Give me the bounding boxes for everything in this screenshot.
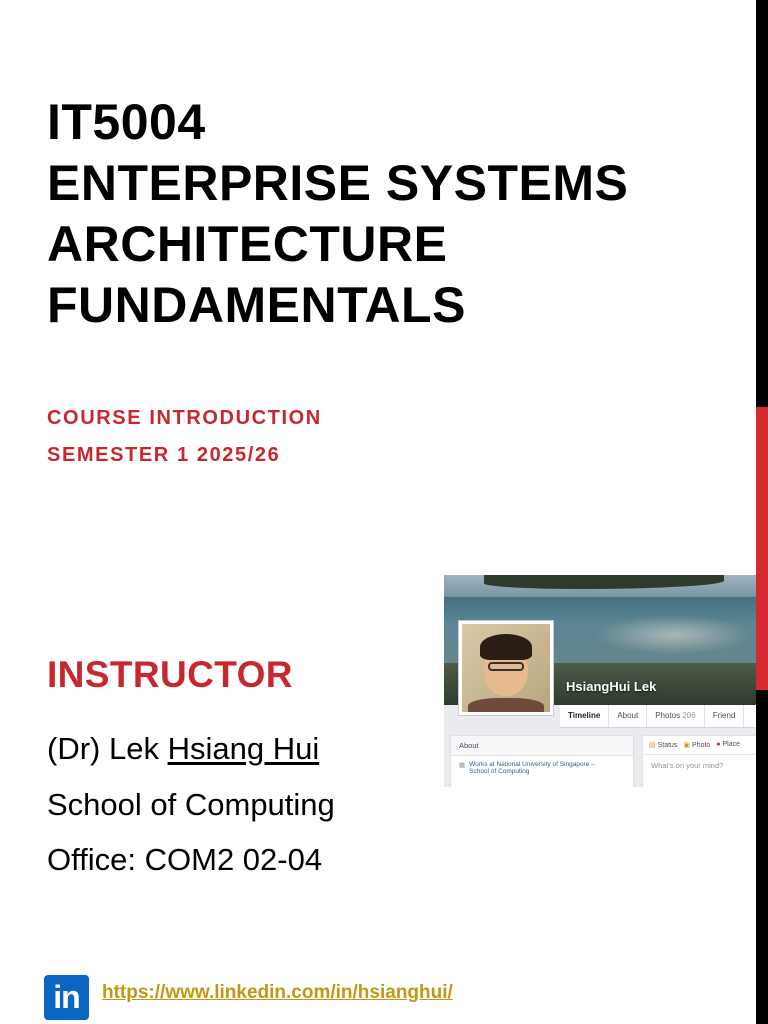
place-action <box>716 741 740 749</box>
avatar <box>458 620 554 716</box>
about-header: About <box>451 736 633 756</box>
title-line-2: ARCHITECTURE <box>47 216 448 272</box>
work-row <box>451 756 633 775</box>
work-line-1: Works at National University of Singapore – <box>469 761 595 768</box>
place-action-label: Place <box>722 741 741 748</box>
status-placeholder: What's on your mind? <box>651 761 724 770</box>
profile-tabs <box>560 705 756 728</box>
about-panel <box>450 735 634 787</box>
linkedin-icon: in <box>44 975 89 1020</box>
building-icon: ▦ <box>459 762 466 769</box>
course-title <box>47 92 628 336</box>
tab-photos <box>647 705 705 727</box>
instructor-name-prefix: (Dr) Lek <box>47 731 168 766</box>
semester-subtitle: SEMESTER 1 2025/26 <box>47 444 281 466</box>
tab-photos-count: 206 <box>682 711 696 720</box>
place-icon: ● <box>716 741 721 748</box>
title-line-1: ENTERPRISE SYSTEMS <box>47 155 629 211</box>
tab-about: About <box>609 705 647 727</box>
instructor-heading: INSTRUCTOR <box>47 654 293 695</box>
tab-friends: Friend <box>705 705 745 727</box>
instructor-office: Office: COM2 02-04 <box>47 842 323 877</box>
title-line-3: FUNDAMENTALS <box>47 277 466 333</box>
instructor-name-underlined: Hsiang Hui <box>167 731 320 766</box>
tab-timeline: Timeline <box>560 705 609 727</box>
linkedin-link[interactable]: https://www.linkedin.com/in/hsianghui/ <box>102 982 453 1003</box>
title-line-code: IT5004 <box>47 94 206 150</box>
status-composer <box>642 735 756 787</box>
work-line-2: School of Computing <box>469 768 530 775</box>
instructor-name <box>47 731 319 767</box>
photo-icon: ▣ <box>683 742 691 749</box>
course-intro-subtitle: COURSE INTRODUCTION <box>47 407 322 429</box>
photo-action-label: Photo <box>692 742 711 749</box>
instructor-school: School of Computing <box>47 787 335 822</box>
status-icon: ▤ <box>649 742 656 749</box>
tab-photos-label: Photos <box>655 711 681 720</box>
facebook-profile-screenshot <box>444 575 756 787</box>
status-action-label: Status <box>657 742 678 749</box>
profile-name: HsiangHui Lek <box>566 679 657 694</box>
photo-action <box>683 741 710 749</box>
right-edge-accent <box>756 407 768 690</box>
status-action <box>649 741 677 749</box>
